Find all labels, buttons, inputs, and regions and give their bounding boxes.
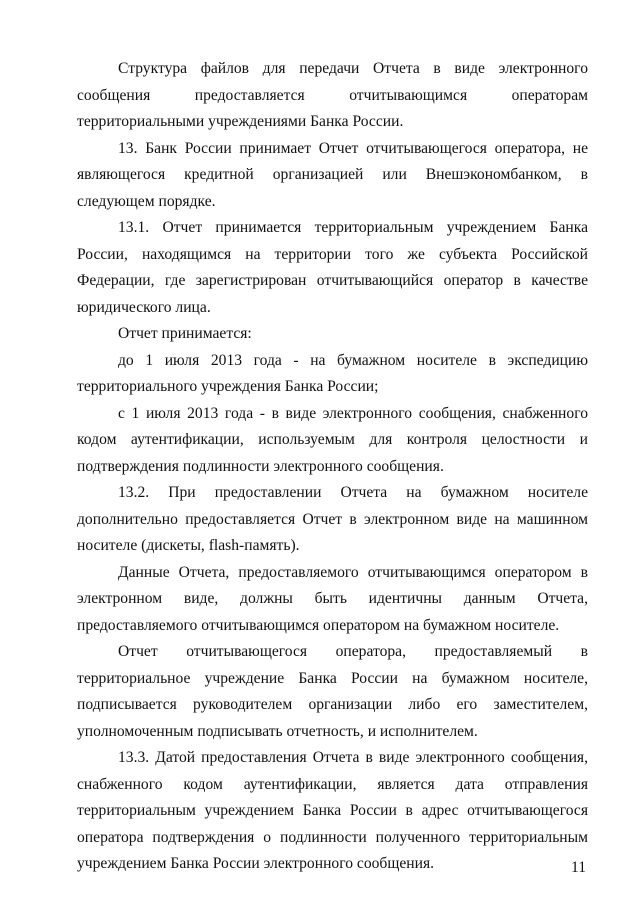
paragraph-from-july: с 1 июля 2013 года - в виде электронного сообщения, снабженного кодом аутентификации, используемым для контроля целостности и подтверждения подлинности электронного сообщения. xyxy=(77,404,588,475)
paragraph-13-3: 13.3. Датой предоставления Отчета в виде электронного сообщения, снабженного кодом аутентификации, является дата отправления территориальным учреждением Банка России в адрес отчитывающегося оператора подтверждения о подлинности полученного территориальным учреждением Банка России электронного сообщения. xyxy=(77,749,588,872)
paragraph-report-accepted: Отчет принимается: xyxy=(118,325,252,342)
paragraph-signature: Отчет отчитывающегося оператора, предоставляемый в территориальное учреждение Банка России на бумажном носителе, подписывается руководителем организации либо его заместителем, уполномоченным подписывать отчетность, и исполнителем. xyxy=(77,643,588,740)
paragraph-file-structure: Структура файлов для передачи Отчета в виде электронного сообщения предоставляется отчитывающимся операторам территориальными учреждениями Банка России. xyxy=(77,60,588,130)
document-body xyxy=(77,56,588,878)
paragraph-13-1: 13.1. Отчет принимается территориальным учреждением Банка России, находящимся на территории того же субъекта Российской Федерации, где зарегистрирован отчитывающийся оператор в качестве юридического лица. xyxy=(77,219,588,316)
paragraph-13-2: 13.2. При предоставлении Отчета на бумажном носителе дополнительно предоставляется Отчет в электронном виде на машинном носителе (дискеты, flash-память). xyxy=(77,484,588,554)
paragraph-13: 13. Банк России принимает Отчет отчитывающегося оператора, не являющегося кредитной организацией или Внешэкономбанком, в следующем порядке. xyxy=(77,139,588,210)
paragraph-data-identical: Данные Отчета, предоставляемого отчитывающимся оператором в электронном виде, должны быть идентичны данным Отчета, предоставляемого отчитывающимся оператором на бумажном носителе. xyxy=(77,563,588,634)
paragraph-until-july: до 1 июля 2013 года - на бумажном носителе в экспедицию территориального учреждения Банка России; xyxy=(77,351,588,395)
page-number: 11 xyxy=(570,859,586,876)
